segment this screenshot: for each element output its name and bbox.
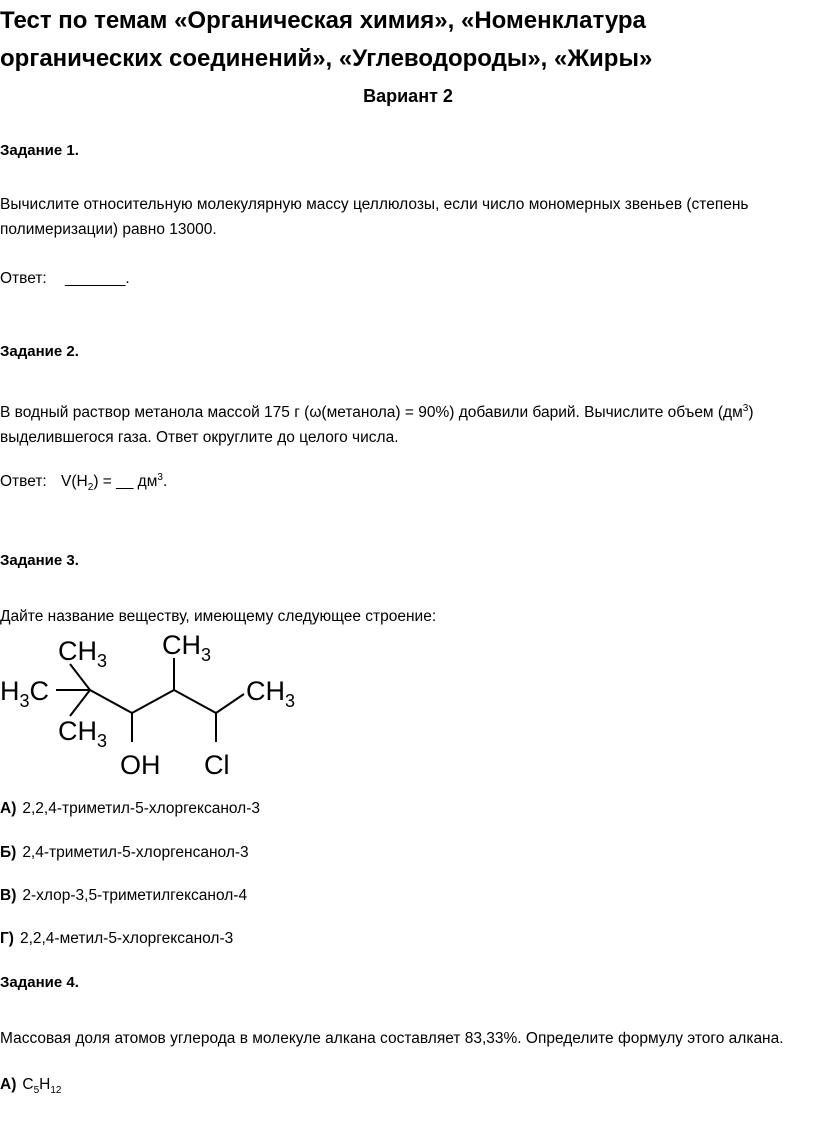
- page-title: Тест по темам «Органическая химия», «Номенклатура органических соединений», «Углеводороды», «Жиры»: [0, 7, 653, 72]
- task-3-option-c[interactable]: [0, 887, 247, 905]
- option-letter: А): [0, 1076, 17, 1093]
- answer-label: Ответ:: [0, 473, 47, 491]
- cl-label: Cl: [204, 750, 230, 780]
- task-2-text-b: ) выделившегося газа. Ответ округлите до целого числа.: [0, 404, 754, 447]
- ch3-top-left-label: $CH_3$: [58, 636, 108, 671]
- answer-label: Ответ:: [0, 270, 47, 287]
- variant-heading: Вариант 2: [363, 86, 453, 106]
- h3c-left-label: $H_3C$: [0, 676, 50, 711]
- task-4-text: Массовая доля атомов углерода в молекуле алкана составляет 83,33%. Определите формулу этого алкана.: [0, 1030, 784, 1047]
- task-1-text: Вычислите относительную молекулярную массу целлюлозы, если число мономерных звеньев (степень полимеризации) равно 13000.: [0, 196, 749, 238]
- task-1-heading: Задание 1.: [0, 142, 79, 159]
- option-text: 2,4-триметил-5-хлоргенсанол-3: [22, 844, 249, 861]
- task-2-heading: Задание 2.: [0, 343, 79, 360]
- option-letter: В): [0, 887, 17, 904]
- task-2-answer: [0, 472, 167, 493]
- option-text: 2,2,4-триметил-5-хлоргексанол-3: [22, 800, 261, 817]
- task-3-text: Дайте название веществу, имеющему следующее строение:: [0, 608, 437, 625]
- task-2-text: [0, 396, 800, 450]
- task-4-option-a[interactable]: [0, 1076, 61, 1096]
- task-3-option-b[interactable]: [0, 844, 249, 862]
- option-text: 2,2,4-метил-5-хлоргексанол-3: [19, 930, 234, 947]
- ch3-top-mid-label: $CH_3$: [162, 630, 212, 665]
- structural-formula: [0, 628, 320, 780]
- oh-label: OH: [120, 750, 161, 780]
- task-3-option-a[interactable]: [0, 800, 260, 818]
- task-2-text-a: В водный раствор метанола массой 175 г (ω(метанола) = 90%) добавили барий. Вычислите объем (дм: [0, 404, 743, 422]
- answer-blank: _______.: [65, 270, 130, 287]
- ch3-bottom-left-label: $CH_3$: [58, 716, 108, 751]
- option-letter: А): [0, 800, 17, 817]
- option-text: 2-хлор-3,5-триметилгексанол-4: [22, 887, 248, 904]
- task-1-answer: [0, 270, 130, 288]
- ch3-right-label: $CH_3$: [246, 676, 296, 711]
- task-4-heading: Задание 4.: [0, 974, 79, 991]
- answer-formula: $V(H_2)$ = __ $дм^3$.: [61, 472, 168, 494]
- task-2-text-sup: 3: [742, 403, 749, 414]
- option-letter: Б): [0, 844, 17, 861]
- task-3-option-d[interactable]: [0, 930, 233, 948]
- task-3-heading: Задание 3.: [0, 552, 79, 569]
- option-letter: Г): [0, 930, 14, 947]
- option-formula: $C_5H_{12}$: [22, 1076, 62, 1097]
